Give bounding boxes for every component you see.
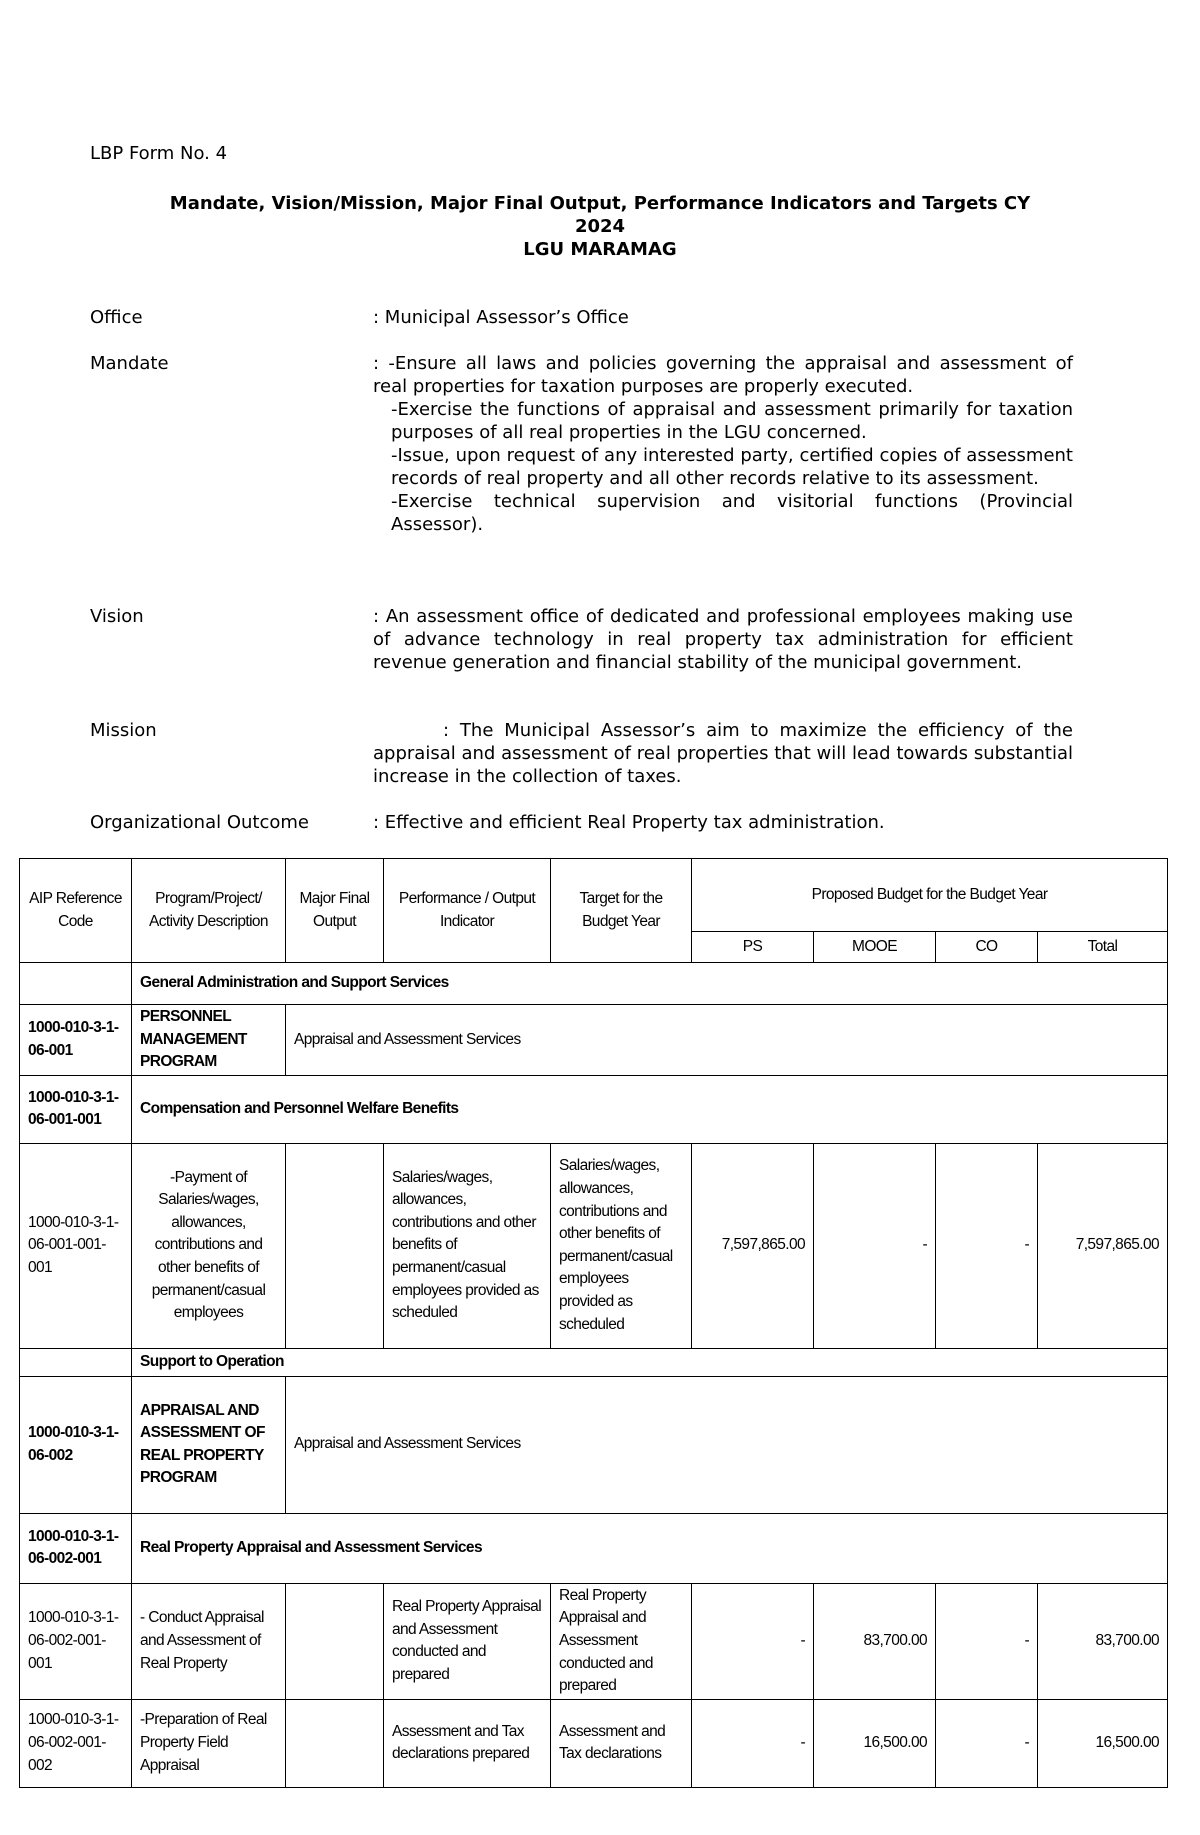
project-row	[20, 1513, 1168, 1583]
activity-row	[20, 1583, 1168, 1699]
ps-amount: -	[692, 1699, 814, 1787]
total-amount: 16,500.00	[1038, 1699, 1168, 1787]
performance-indicator: Assessment and Tax declarations prepared	[384, 1699, 551, 1787]
col-total-header: Total	[1038, 932, 1168, 963]
vision-value: : An assessment office of dedicated and professional employees making use of advance technology in real property tax administration for efficient revenue generation and financial stability of the municipal government.	[373, 606, 1073, 673]
title-line-3: LGU MARAMAG	[523, 239, 677, 260]
performance-indicator: Real Property Appraisal and Assessment conducted and prepared	[384, 1583, 551, 1699]
project-row	[20, 1075, 1168, 1143]
section-row	[20, 963, 1168, 1005]
program-name: PERSONNEL MANAGEMENT PROGRAM	[132, 1005, 286, 1076]
activity-description: - Conduct Appraisal and Assessment of Real Property	[132, 1583, 286, 1699]
section-row	[20, 1348, 1168, 1376]
mission-label: Mission	[90, 720, 157, 741]
document-title	[90, 192, 1110, 261]
section-title: Support to Operation	[132, 1348, 1168, 1376]
target: Assessment and Tax declarations	[551, 1699, 692, 1787]
program-row	[20, 1376, 1168, 1513]
aip-code: 1000-010-3-1-06-002	[20, 1376, 132, 1513]
activity-row	[20, 1699, 1168, 1787]
mfo-cell	[286, 1699, 384, 1787]
mandate-item: -Exercise the functions of appraisal and assessment primarily for taxation purposes of all real properties in the LGU concerned.	[391, 399, 1073, 443]
mandate-label: Mandate	[90, 353, 169, 374]
ps-amount: -	[692, 1583, 814, 1699]
office-row	[90, 306, 1090, 329]
col-mooe-header: MOOE	[814, 932, 936, 963]
activity-description: -Preparation of Real Property Field Appraisal	[132, 1699, 286, 1787]
col-ps-header: PS	[692, 932, 814, 963]
form-number: LBP Form No. 4	[90, 143, 228, 164]
aip-code: 1000-010-3-1-06-002-001-002	[20, 1699, 132, 1787]
outcome-label: Organizational Outcome	[90, 812, 309, 833]
mandate-value	[373, 352, 1073, 536]
project-name: Compensation and Personnel Welfare Benefits	[132, 1075, 1168, 1143]
title-line-1: Mandate, Vision/Mission, Major Final Output, Performance Indicators and Targets CY	[169, 193, 1031, 214]
mooe-amount: 16,500.00	[814, 1699, 936, 1787]
vision-row	[90, 605, 1090, 674]
program-mfo: Appraisal and Assessment Services	[286, 1005, 1168, 1076]
mooe-amount: 83,700.00	[814, 1583, 936, 1699]
co-amount: -	[936, 1583, 1038, 1699]
mission-row	[90, 719, 1090, 788]
program-name: APPRAISAL AND ASSESSMENT OF REAL PROPERTY PROGRAM	[132, 1376, 286, 1513]
col-budget-header: Proposed Budget for the Budget Year	[692, 859, 1168, 932]
co-amount: -	[936, 1143, 1038, 1348]
aip-code: 1000-010-3-1-06-001-001-001	[20, 1143, 132, 1348]
office-value: : Municipal Assessor’s Office	[373, 307, 629, 328]
mission-value: : The Municipal Assessor’s aim to maximize the efficiency of the appraisal and assessment of real properties that will lead towards substantial increase in the collection of taxes.	[373, 720, 1073, 787]
col-aip-header: AIP Reference Code	[20, 859, 132, 963]
mfo-cell	[286, 1583, 384, 1699]
program-mfo: Appraisal and Assessment Services	[286, 1376, 1168, 1513]
header-row	[20, 859, 1168, 932]
target: Real Property Appraisal and Assessment conducted and prepared	[551, 1583, 692, 1699]
col-indicator-header: Performance / Output Indicator	[384, 859, 551, 963]
outcome-row	[90, 811, 1090, 834]
col-ppa-header: Program/Project/ Activity Description	[132, 859, 286, 963]
activity-row	[20, 1143, 1168, 1348]
mandate-item: -Exercise technical supervision and visitorial functions (Provincial Assessor).	[391, 491, 1073, 535]
office-label: Office	[90, 307, 143, 328]
title-line-2: 2024	[574, 216, 626, 237]
performance-indicator: Salaries/wages, allowances, contributions and other benefits of permanent/casual employees provided as scheduled	[384, 1143, 551, 1348]
aip-code: 1000-010-3-1-06-001	[20, 1005, 132, 1076]
mandate-item: -Issue, upon request of any interested party, certified copies of assessment records of real property and all other records relative to its assessment.	[391, 445, 1073, 489]
empty-cell	[20, 963, 132, 1005]
empty-cell	[20, 1348, 132, 1376]
co-amount: -	[936, 1699, 1038, 1787]
mfo-cell	[286, 1143, 384, 1348]
vision-label: Vision	[90, 606, 144, 627]
budget-table	[19, 858, 1168, 1788]
section-title: General Administration and Support Services	[132, 963, 1168, 1005]
total-amount: 83,700.00	[1038, 1583, 1168, 1699]
outcome-value: : Effective and efficient Real Property tax administration.	[373, 812, 885, 833]
project-name: Real Property Appraisal and Assessment Services	[132, 1513, 1168, 1583]
mandate-row	[90, 352, 1090, 536]
mooe-amount: -	[814, 1143, 936, 1348]
aip-code: 1000-010-3-1-06-002-001	[20, 1513, 132, 1583]
target: Salaries/wages, allowances, contributions and other benefits of permanent/casual employees provided as scheduled	[551, 1143, 692, 1348]
activity-description: -Payment of Salaries/wages, allowances, contributions and other benefits of permanent/casual employees	[132, 1143, 286, 1348]
col-target-header: Target for the Budget Year	[551, 859, 692, 963]
program-row	[20, 1005, 1168, 1076]
col-mfo-header: Major Final Output	[286, 859, 384, 963]
ps-amount: 7,597,865.00	[692, 1143, 814, 1348]
mandate-item: : -Ensure all laws and policies governing the appraisal and assessment of real properties for taxation purposes are properly executed.	[373, 353, 1073, 397]
aip-code: 1000-010-3-1-06-002-001-001	[20, 1583, 132, 1699]
total-amount: 7,597,865.00	[1038, 1143, 1168, 1348]
aip-code: 1000-010-3-1-06-001-001	[20, 1075, 132, 1143]
col-co-header: CO	[936, 932, 1038, 963]
